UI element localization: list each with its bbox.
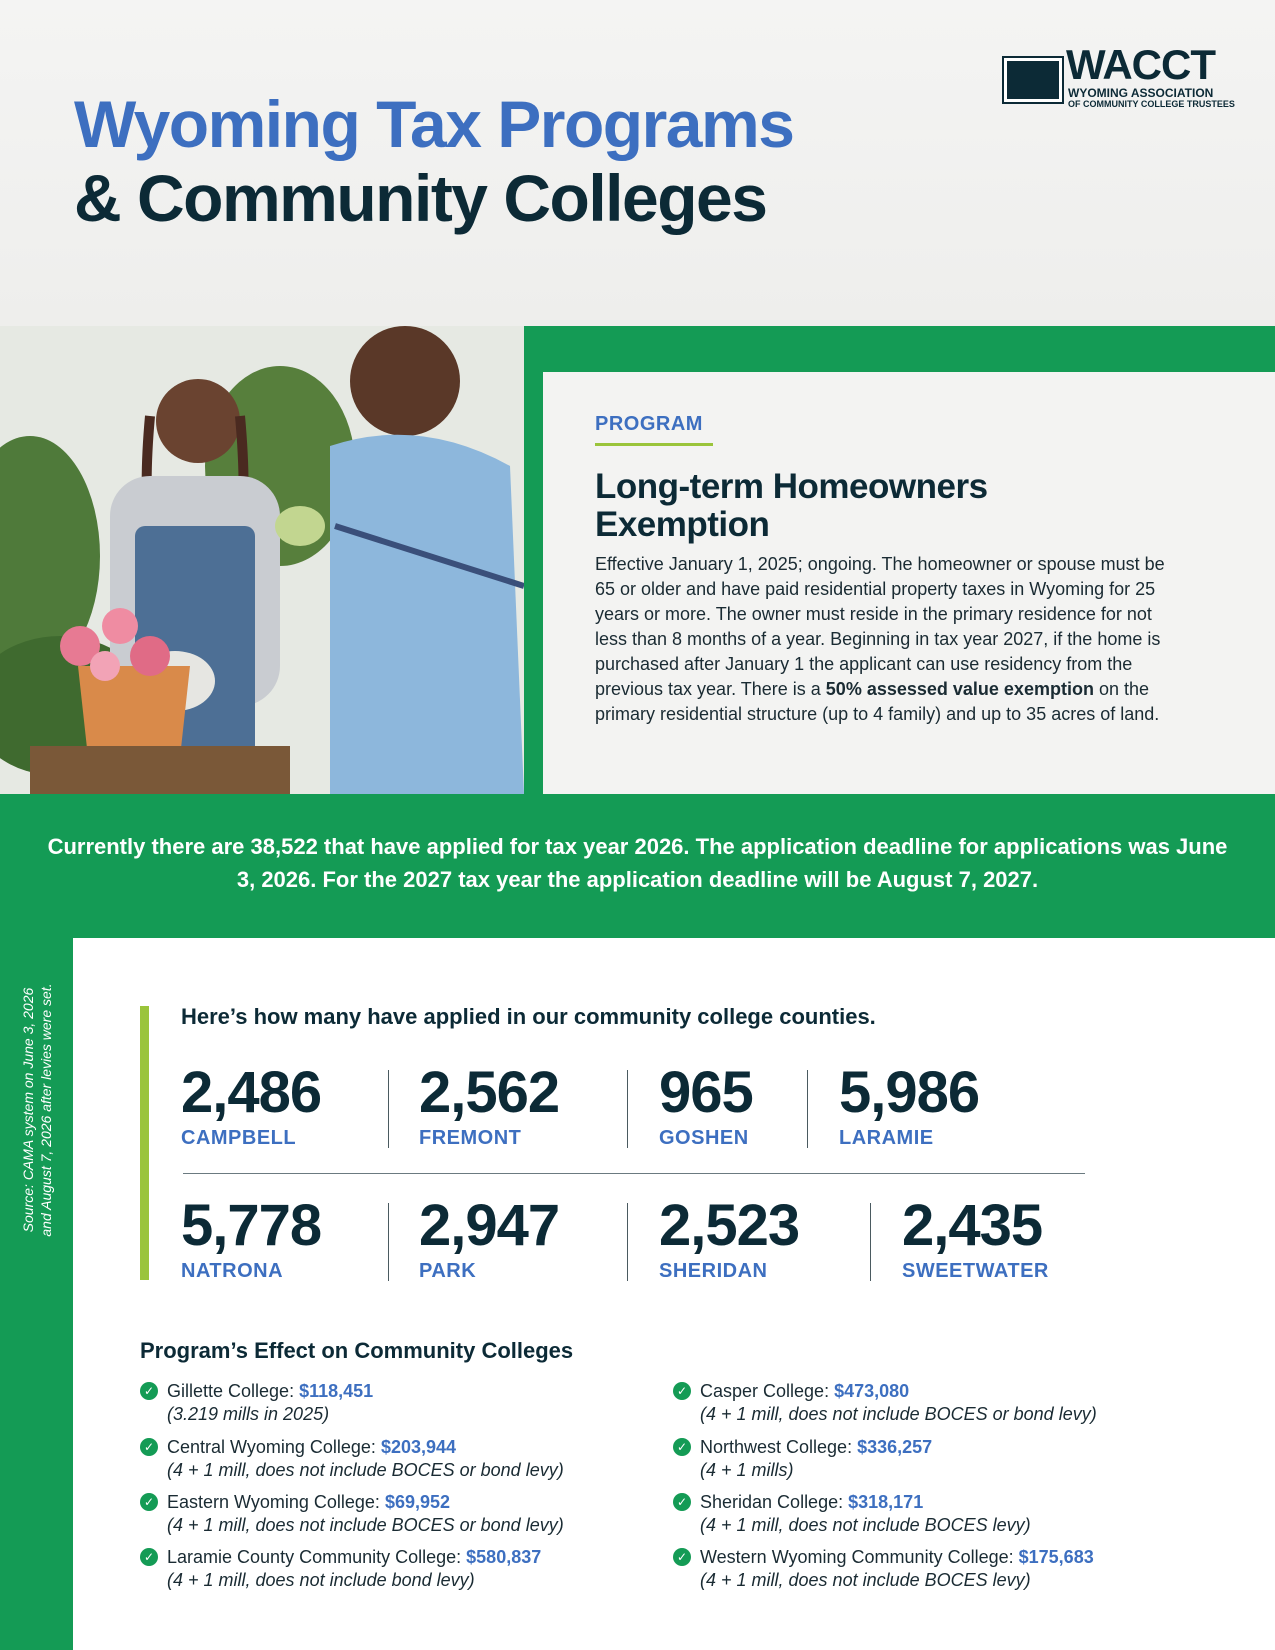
- effect-note: (4 + 1 mill, does not include BOCES or bond levy): [167, 1460, 564, 1480]
- check-circle-icon: ✓: [673, 1382, 691, 1400]
- program-description-part2: on the primary residential structure (up to 4 family) and up to 35 acres of land.: [595, 679, 1160, 724]
- effect-amount: $118,451: [299, 1381, 374, 1401]
- county-divider: [870, 1203, 871, 1281]
- check-circle-icon: ✓: [140, 1548, 158, 1566]
- county-divider: [627, 1070, 628, 1148]
- county-stat-laramie: [839, 1060, 980, 1150]
- county-stat-goshen: [659, 1060, 753, 1150]
- logo-subtitle-line1: WYOMING ASSOCIATION: [1068, 86, 1214, 100]
- county-count: 5,986: [839, 1060, 980, 1125]
- effect-college: Sheridan College:: [700, 1492, 844, 1512]
- check-circle-icon: ✓: [673, 1548, 691, 1566]
- effect-amount: $318,171: [848, 1492, 924, 1512]
- effect-item-central-wyoming: [140, 1436, 660, 1482]
- logo-name: WACCT: [1066, 41, 1215, 88]
- page-title-line1: Wyoming Tax Programs: [74, 87, 794, 161]
- photo-couple-gardening: [0, 326, 524, 794]
- effect-note: (4 + 1 mill, does not include BOCES levy): [700, 1570, 1031, 1590]
- wacct-logo: [1002, 41, 1235, 110]
- program-description: [595, 552, 1170, 727]
- effect-note: (4 + 1 mills): [700, 1460, 794, 1480]
- check-circle-icon: ✓: [673, 1493, 691, 1511]
- county-stat-campbell: [181, 1060, 322, 1150]
- effect-item-casper: [673, 1380, 1193, 1426]
- counts-accent-bar: [140, 1006, 149, 1280]
- county-name: LARAMIE: [839, 1127, 934, 1149]
- effect-item-western-wyoming: [673, 1546, 1193, 1592]
- effect-amount: $580,837: [466, 1547, 542, 1567]
- source-note: [19, 950, 55, 1270]
- effect-item-sheridan: [673, 1491, 1193, 1537]
- county-name: CAMPBELL: [181, 1127, 297, 1149]
- effect-college: Central Wyoming College:: [167, 1437, 376, 1457]
- source-note-line1: Source: CAMA system on June 3, 2026: [20, 987, 36, 1233]
- logo-subtitle-line2: OF COMMUNITY COLLEGE TRUSTEES: [1068, 99, 1235, 109]
- effect-college: Western Wyoming Community College:: [700, 1547, 1014, 1567]
- page-title-line2: & Community Colleges: [74, 161, 767, 235]
- effect-amount: $69,952: [384, 1492, 451, 1512]
- effect-college: Gillette College:: [167, 1381, 295, 1401]
- effect-note: (4 + 1 mill, does not include BOCES or bond levy): [167, 1515, 564, 1535]
- county-stat-fremont: [419, 1060, 560, 1150]
- effect-amount: $336,257: [857, 1437, 933, 1457]
- effect-college: Casper College:: [700, 1381, 830, 1401]
- county-stat-sheridan: [659, 1193, 800, 1283]
- county-name: FREMONT: [419, 1127, 522, 1149]
- county-name: SHERIDAN: [659, 1260, 768, 1282]
- county-count: 2,523: [659, 1193, 800, 1258]
- effect-note: (4 + 1 mill, does not include bond levy): [167, 1570, 475, 1590]
- effect-college: Laramie County Community College:: [167, 1547, 462, 1567]
- effect-college: Northwest College:: [700, 1437, 853, 1457]
- effects-heading: Program’s Effect on Community Colleges: [140, 1338, 574, 1363]
- county-name: NATRONA: [181, 1260, 284, 1282]
- county-count: 2,562: [419, 1060, 560, 1125]
- county-name: GOSHEN: [659, 1127, 749, 1149]
- effect-note: (4 + 1 mill, does not include BOCES levy): [700, 1515, 1031, 1535]
- check-circle-icon: ✓: [140, 1382, 158, 1400]
- effect-note: (3.219 mills in 2025): [167, 1404, 330, 1424]
- counts-row-divider: [183, 1173, 1085, 1174]
- gardening-photo-illustration: [0, 326, 524, 794]
- county-count: 5,778: [181, 1193, 322, 1258]
- check-circle-icon: ✓: [673, 1438, 691, 1456]
- county-divider: [627, 1203, 628, 1281]
- county-divider: [388, 1070, 389, 1148]
- program-description-highlight: 50% assessed value exemption: [825, 679, 1094, 699]
- county-count: 965: [659, 1060, 753, 1125]
- county-divider: [388, 1203, 389, 1281]
- check-circle-icon: ✓: [140, 1493, 158, 1511]
- effect-item-laramie-county: [140, 1546, 660, 1592]
- effect-item-gillette: [140, 1380, 660, 1426]
- effect-item-northwest: [673, 1436, 1193, 1482]
- program-label-underline: [595, 443, 713, 446]
- county-count: 2,486: [181, 1060, 322, 1125]
- program-title: Long-term Homeowners Exemption: [595, 467, 988, 544]
- county-name: PARK: [419, 1260, 477, 1282]
- effect-college: Eastern Wyoming College:: [167, 1492, 380, 1512]
- application-banner-text: Currently there are 38,522 that have applied for tax year 2026. The application deadline for applications was June 3, 2026. For the 2027 tax year the application deadline will be August 7, 2027.: [47, 834, 1228, 892]
- check-circle-icon: ✓: [140, 1438, 158, 1456]
- source-note-line2: and August 7, 2026 after levies were set.: [38, 983, 54, 1237]
- county-divider: [807, 1070, 808, 1148]
- county-stat-natrona: [181, 1193, 322, 1283]
- county-stat-park: [419, 1193, 560, 1283]
- effect-item-eastern-wyoming: [140, 1491, 660, 1537]
- program-label: PROGRAM: [595, 413, 703, 435]
- county-count: 2,947: [419, 1193, 560, 1258]
- counts-heading: Here’s how many have applied in our community college counties.: [181, 1004, 876, 1029]
- wyoming-map-icon: [1002, 56, 1064, 104]
- effect-amount: $473,080: [834, 1381, 910, 1401]
- county-stat-sweetwater: [902, 1193, 1049, 1283]
- effect-amount: $203,944: [380, 1437, 457, 1457]
- program-description-part1: Effective January 1, 2025; ongoing. The homeowner or spouse must be 65 or older and have paid residential property taxes in Wyoming for 25 years or more. The owner must reside in the primary residence for not less than 8 months of a year. Beginning in tax year 2027, if the home is purchased after January 1 the applicant can use residency from the previous tax year. There is a: [595, 554, 1165, 699]
- effect-note: (4 + 1 mill, does not include BOCES or bond levy): [700, 1404, 1097, 1424]
- effect-amount: $175,683: [1018, 1547, 1094, 1567]
- county-count: 2,435: [902, 1193, 1043, 1258]
- county-name: SWEETWATER: [902, 1260, 1049, 1282]
